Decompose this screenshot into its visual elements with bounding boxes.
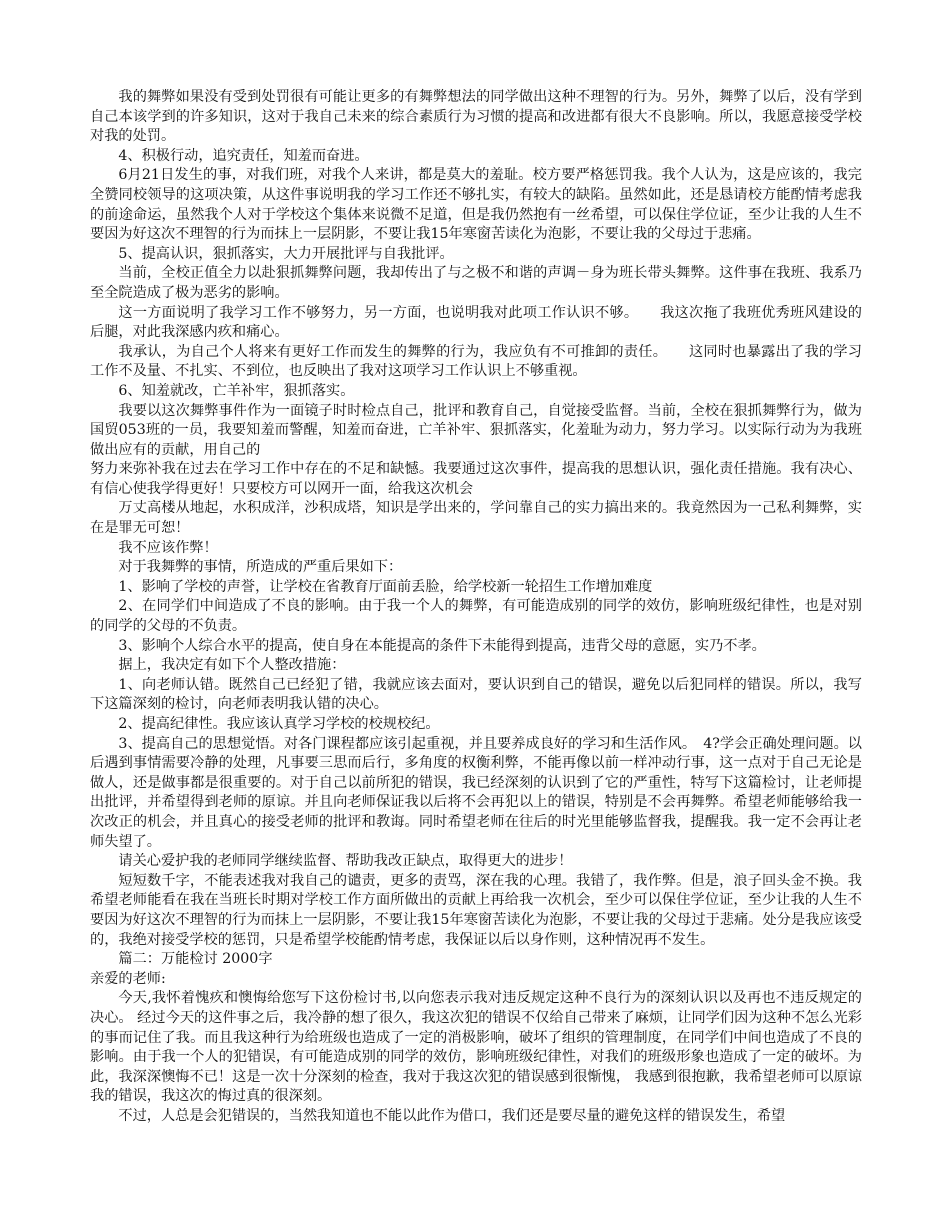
paragraph: 努力来弥补我在过去在学习工作中存在的不足和缺憾。我要通过这次事件，提高我的思想认识，强化责任措施。我有决心、有信心使我学得更好！只要校方可以网开一面，给我这次机会	[90, 461, 862, 497]
paragraph: 1、向老师认错。既然自己已经犯了错，我就应该去面对，要认识到自己的错误，避免以后犯同样的错误。所以，我写下这篇深刻的检讨，向老师表明我认错的决心。	[90, 676, 862, 713]
paragraph: 今天,我怀着愧疚和懊悔给您写下这份检讨书,以向您表示我对违反规定这种不良行为的深刻认识以及再也不违反规定的决心。 经过今天的这件事之后，我冷静的想了很久，我这次犯的错误不仅给自己带来了麻烦，让同学们因为这种不怎么光彩的事而记住了我。而且我这种行为给班级也造成了一定的消极影响，破坏了组织的管理制度，在同学们中间也造成了不良的影响。由于我一个人的犯错误，有可能造成别的同学的效仿，影响班级纪律性，对我们的班级形象也造成了一定的破坏。为此，我深深懊悔不已！这是一次十分深刻的检查，我对于我这次犯的错误感到很惭愧， 我感到很抱歉，我希望老师可以原谅我的错误，我这次的悔过真的很深刻。	[90, 990, 862, 1105]
document-body	[90, 88, 862, 1126]
paragraph: 2、在同学们中间造成了不良的影响。由于我一个人的舞弊，有可能造成别的同学的效仿，影响班级纪律性，也是对别的同学的父母的不负责。	[90, 598, 862, 635]
paragraph: 我不应该作弊！	[118, 539, 218, 556]
paragraph: 1、影响了学校的声誉，让学校在省教育厅面前丢脸，给学校新一轮招生工作增加难度	[118, 578, 653, 595]
paragraph: 万丈高楼从地起，水积成洋，沙积成塔，知识是学出来的，学问靠自己的实力搞出来的。我竟然因为一己私利舞弊，实在是罪无可恕！	[90, 500, 862, 537]
paragraph: 2、提高纪律性。我应该认真学习学校的校规校纪。	[118, 716, 440, 732]
paragraph: 5、提高认识，狠抓落实，大力开展批评与自我批评。	[118, 245, 454, 262]
paragraph: 请关心爱护我的老师同学继续监督、帮助我改正缺点，取得更大的进步！	[118, 853, 573, 870]
paragraph: 3、提高自己的思想觉悟。对各门课程都应该引起重视，并且要养成良好的学习和生活作风。 4?学会正确处理问题。以后遇到事情需要冷静的处理，凡事要三思而后行，多角度的权衡利弊，不能再像以前一样冲动行事，这一点对于自己无论是做人，还是做事都是很重要的。对于自己以前所犯的错误，我已经深刻的认识到了它的严重性，特写下这篇检讨，让老师提出批评，并希望得到老师的原谅。并且向老师保证我以后将不会再犯以上的错误，特别是不会再舞弊。希望老师能够给我一次改正的机会，并且真心的接受老师的批评和教诲。同时希望老师在往后的时光里能够监督我，提醒我。我一定不会再让老师失望了。	[90, 735, 862, 850]
paragraph: 4、积极行动，追究责任，知羞而奋进。	[118, 147, 369, 164]
paragraph: 据上，我决定有如下个人整改措施：	[118, 657, 346, 674]
paragraph: 6、知羞就改，亡羊补牢，狠抓落实。	[118, 382, 355, 399]
paragraph: 这一方面说明了我学习工作不够努力，另一方面，也说明我对此项工作认识不够。 我这次拖了我班优秀班风建设的后腿，对此我深感内疚和痛心。	[90, 304, 862, 341]
paragraph: 我要以这次舞弊事件作为一面镜子时时检点自己，批评和教育自己，自觉接受监督。当前，全校在狠抓舞弊行为，做为国贸053班的一员，我要知羞而警醒，知羞而奋进，亡羊补牢、狠抓落实，化羞耻为动力，努力学习。以实际行动为为我班做出应有的贡献，用自己的	[90, 402, 862, 458]
section-heading: 篇二：万能检讨 2000字	[118, 951, 273, 968]
paragraph: 我的舞弊如果没有受到处罚很有可能让更多的有舞弊想法的同学做出这种不理智的行为。另外，舞弊了以后，没有学到自己本该学到的许多知识，这对于我自己未来的综合素质行为习惯的提高和改进都有很大不良影响。所以，我愿意接受学校对我的处罚。	[90, 89, 862, 145]
salutation: 亲爱的老师:	[90, 970, 166, 987]
paragraph: 我承认，为自己个人将来有更好工作而发生的舞弊的行为，我应负有不可推卸的责任。 这同时也暴露出了我的学习工作不及量、不扎实、不到位，也反映出了我对这项学习工作认识上不够重视。	[90, 343, 862, 380]
paragraph: 短短数千字，不能表述我对我自己的谴责，更多的责骂，深在我的心理。我错了，我作弊。但是，浪子回头金不换。我希望老师能看在我在当班长时期对学校工作方面所做出的贡献上再给我一次机会，至少可以保住学位证，至少让我的人生不要因为好这次不理智的行为而抹上一层阴影，不要让我15年寒窗苦读化为泡影，不要让我的父母过于悲痛。处分是我应该受的，我绝对接受学校的惩罚，只是希望学校能酌情考虑，我保证以后以身作则，这种情况再不发生。	[90, 872, 862, 948]
paragraph: 6月21日发生的事，对我们班，对我个人来讲，都是莫大的羞耻。校方要严格惩罚我。我个人认为，这是应该的，我完全赞同校领导的这项决策，从这件事说明我的学习工作还不够扎实，有较大的缺陷。虽然如此，还是恳请校方能酌情考虑我的前途命运，虽然我个人对于学校这个集体来说微不足道，但是我仍然抱有一丝希望，可以保住学位证，至少让我的人生不要因为好这次不理智的行为而抹上一层阴影，不要让我15年寒窗苦读化为泡影，不要让我的父母过于悲痛。	[90, 167, 862, 243]
paragraph: 3、影响个人综合水平的提高，使自身在本能提高的条件下未能得到提高，违背父母的意愿，实乃不孝。	[118, 637, 766, 654]
paragraph: 当前，全校正值全力以赴狠抓舞弊问题，我却传出了与之极不和谐的声调－身为班长带头舞弊。这件事在我班、我系乃至全院造成了极为恶劣的影响。	[90, 265, 862, 301]
paragraph: 不过，人总是会犯错误的，当然我知道也不能以此作为借口，我们还是要尽量的避免这样的错误发生，希望	[118, 1107, 786, 1124]
paragraph: 对于我舞弊的事情，所造成的严重后果如下：	[118, 559, 403, 576]
